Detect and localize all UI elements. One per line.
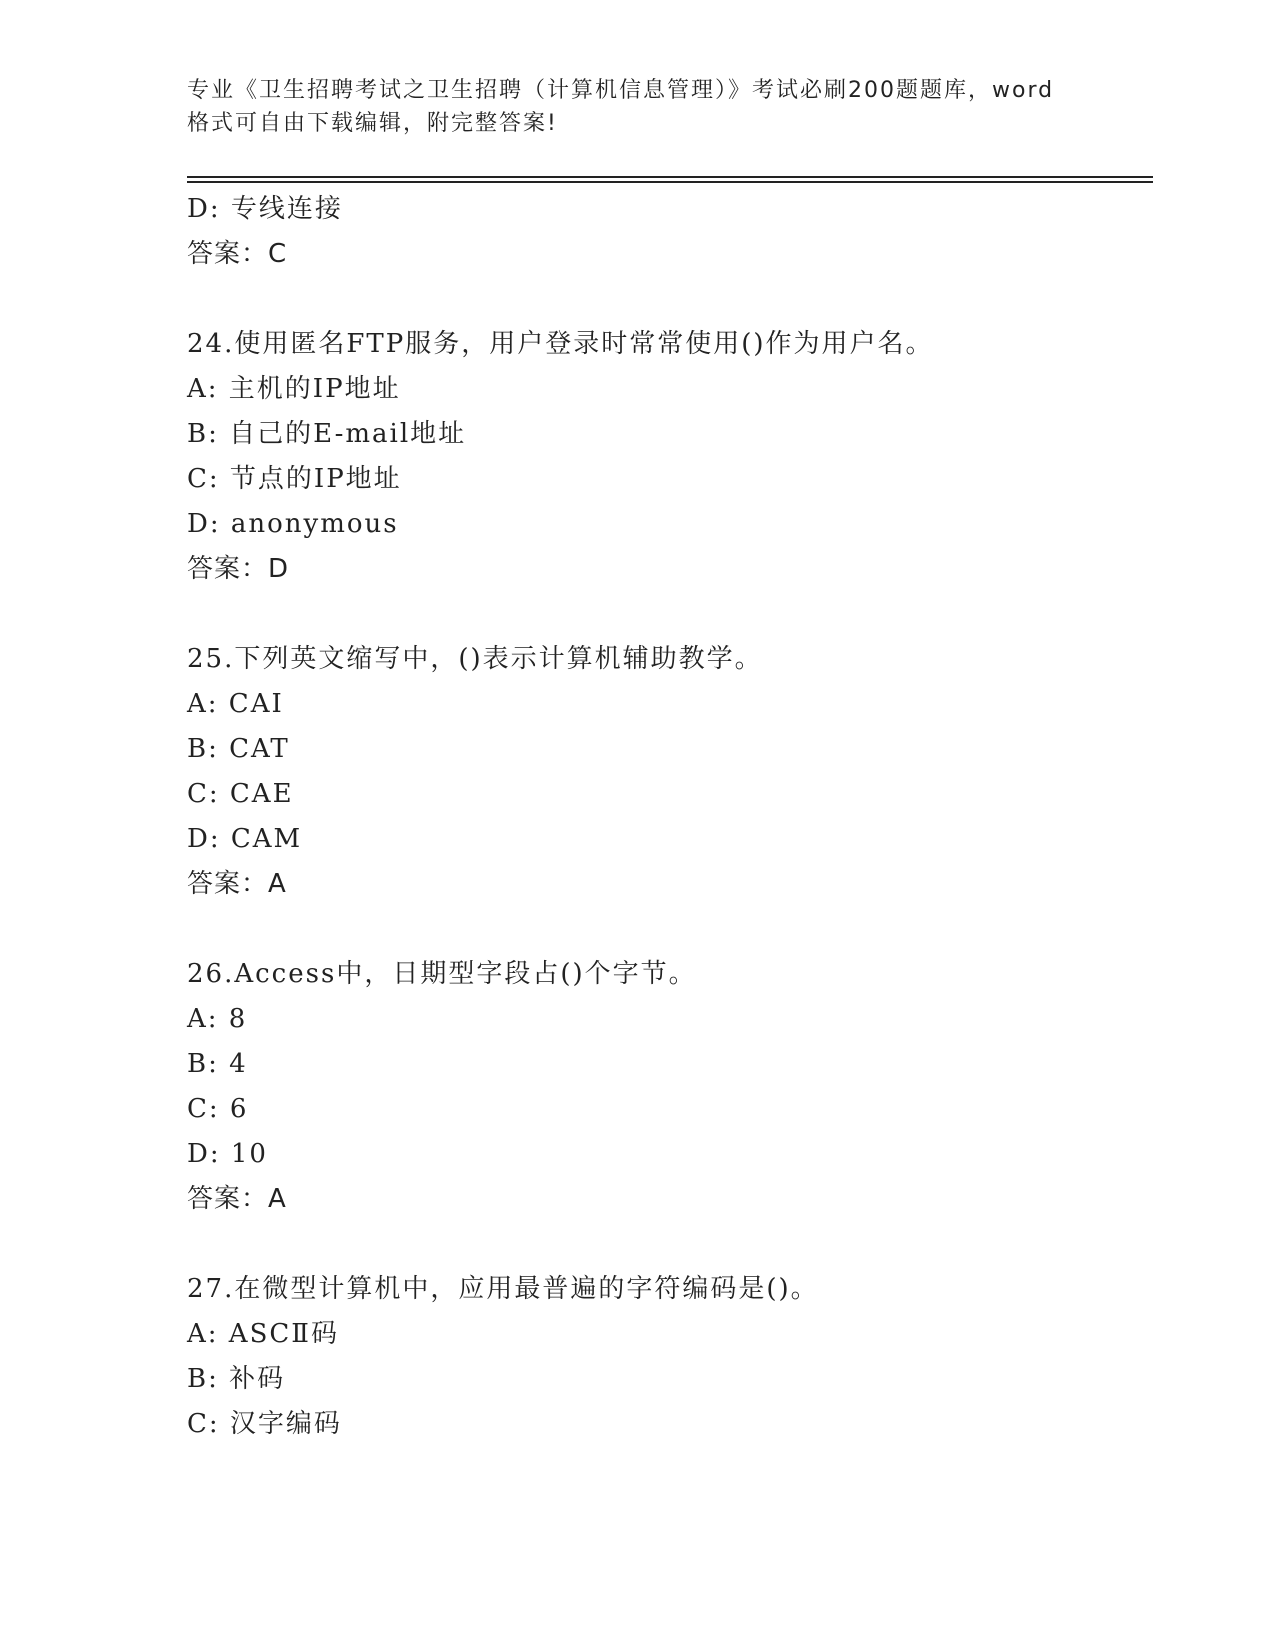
q25-option-a: A: CAI	[187, 689, 284, 719]
q27-option-c: C: 汉字编码	[187, 1409, 342, 1439]
q27-option-a: A: ASCⅡ码	[187, 1319, 339, 1349]
q27-question: 27.在微型计算机中，应用最普遍的字符编码是()。	[187, 1274, 819, 1304]
q25-option-b: B: CAT	[187, 734, 290, 764]
header-rule-top	[187, 176, 1153, 178]
q26-option-d: D: 10	[187, 1139, 268, 1169]
q24-question: 24.使用匿名FTP服务，用户登录时常常使用()作为用户名。	[187, 329, 934, 359]
q25-answer: 答案：A	[187, 869, 287, 899]
q24-option-b: B: 自己的E-mail地址	[187, 419, 467, 449]
q26-option-c: C: 6	[187, 1094, 249, 1124]
prev-option-d: D: 专线连接	[187, 194, 343, 224]
q26-question: 26.Access中，日期型字段占()个字节。	[187, 959, 697, 989]
header-rule-bottom	[187, 181, 1153, 183]
q25-option-c: C: CAE	[187, 779, 294, 809]
header-line-1: 专业《卫生招聘考试之卫生招聘（计算机信息管理）》考试必刷200题题库，word	[187, 78, 1055, 103]
q24-option-c: C: 节点的IP地址	[187, 464, 402, 494]
prev-answer: 答案：C	[187, 239, 288, 269]
q27-option-b: B: 补码	[187, 1364, 286, 1394]
q24-answer: 答案：D	[187, 554, 290, 584]
q25-option-d: D: CAM	[187, 824, 303, 854]
q26-answer: 答案：A	[187, 1184, 287, 1214]
q25-question: 25.下列英文缩写中，()表示计算机辅助教学。	[187, 644, 763, 674]
q24-option-a: A: 主机的IP地址	[187, 374, 401, 404]
header-line-2: 格式可自由下载编辑，附完整答案!	[187, 111, 558, 136]
document-header	[187, 74, 1087, 140]
q24-option-d: D: anonymous	[187, 509, 399, 539]
q26-option-a: A: 8	[187, 1004, 248, 1034]
q26-option-b: B: 4	[187, 1049, 248, 1079]
